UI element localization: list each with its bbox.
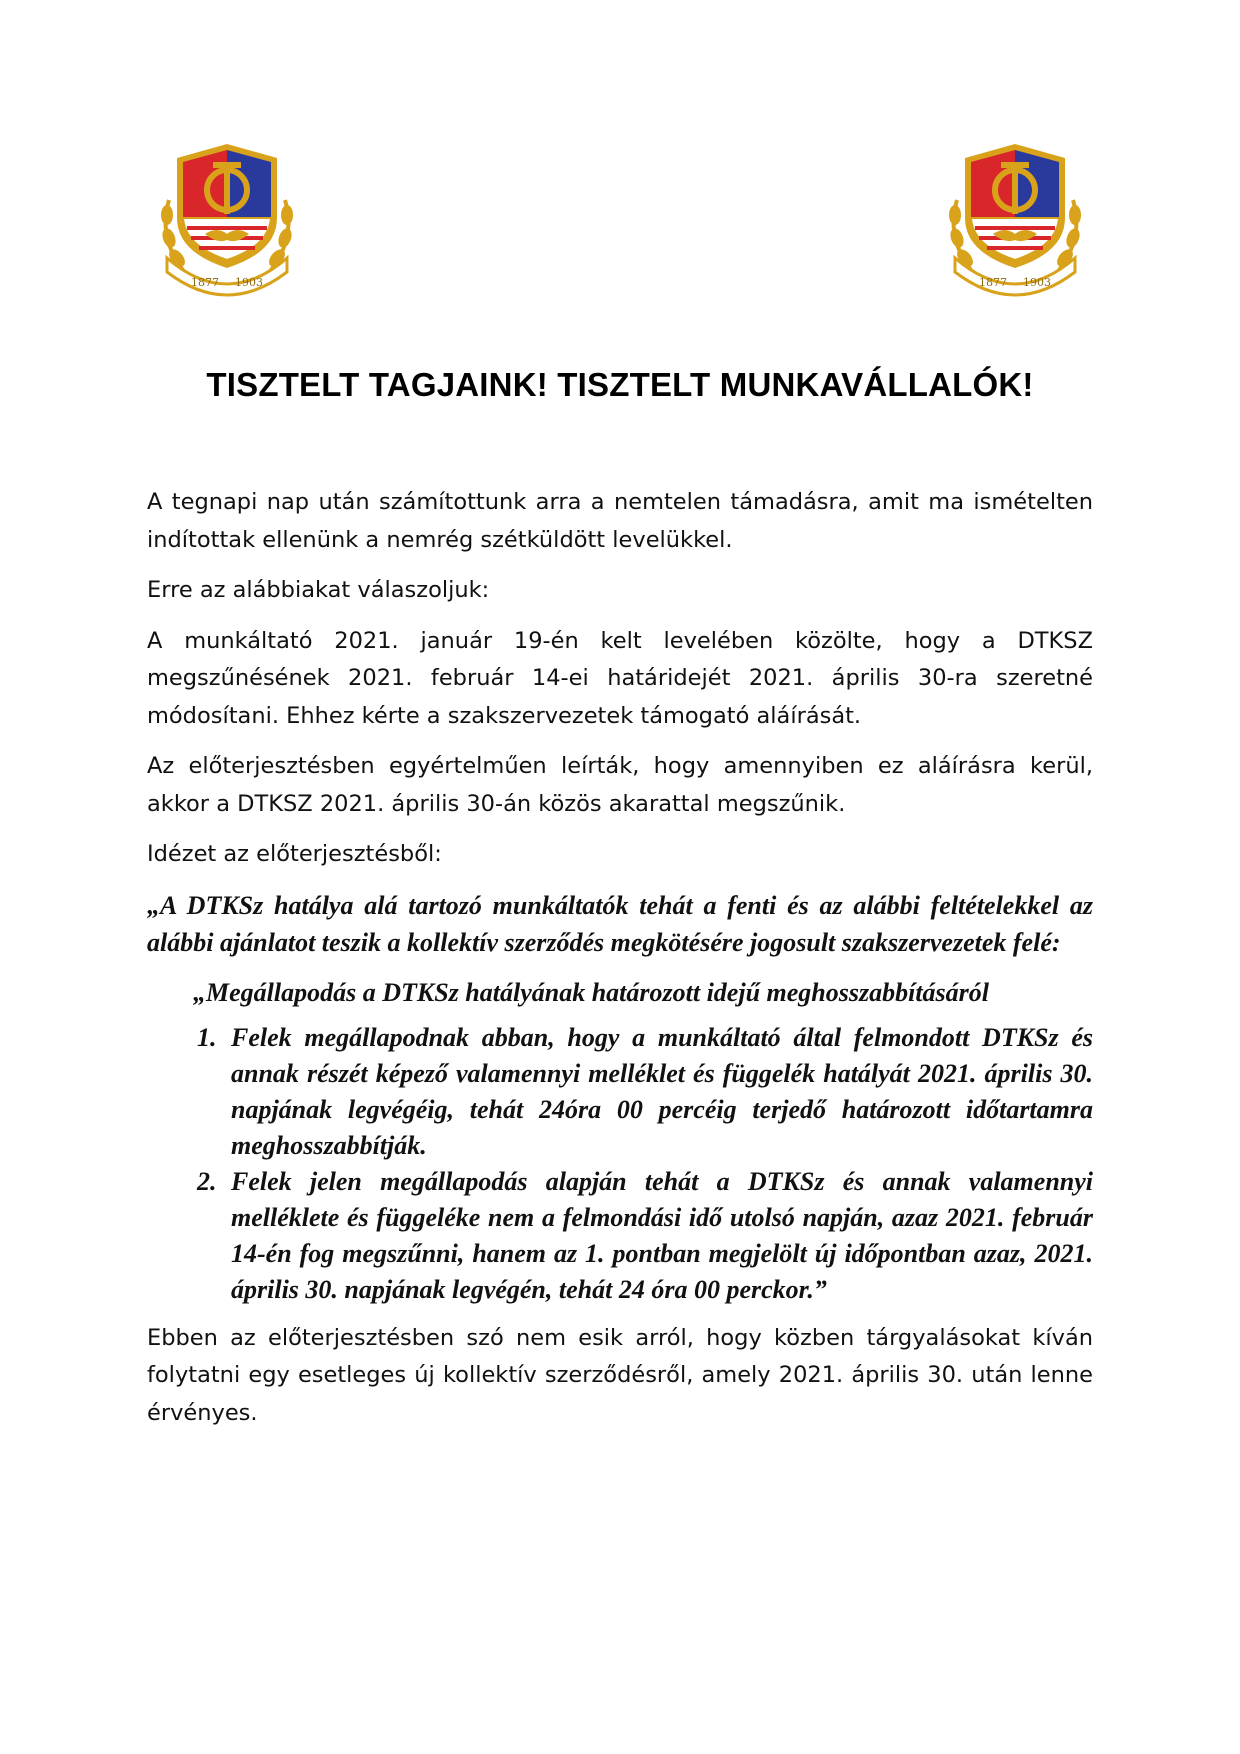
quote-list (147, 1020, 1093, 1308)
paragraph-quote-label: Idézet az előterjesztésből: (147, 841, 442, 867)
paragraph-response: Erre az alábbiakat válaszoljuk: (147, 577, 490, 603)
paragraph-employer-letter: A munkáltató 2021. január 19-én kelt levelében közölte, hogy a DTKSZ megszűnésének 2021. február 14-ei határidejét 2021. április 30-ra szeretné módosítani. Ehhez kérte a szakszervezetek támogató aláírását. (147, 627, 1093, 729)
emblem-year-right: 1903 (1023, 276, 1051, 289)
union-emblem-right (935, 140, 1095, 300)
emblem-year-left: 1877 (191, 276, 219, 289)
letter-body (147, 484, 1093, 1445)
union-emblem-left (147, 140, 307, 300)
paragraph-proposal: Az előterjesztésben egyértelműen leírták, hogy amennyiben ez aláírásra kerül, akkor a DTKSZ 2021. április 30-án közös akarattal megszűnik. (147, 753, 1093, 817)
page-title: TISZTELT TAGJAINK! TISZTELT MUNKAVÁLLALÓK! (206, 366, 1034, 403)
quote-intro: „A DTKSz hatálya alá tartozó munkáltatók tehát a fenti és az alábbi feltételekkel az alábbi ajánlatot teszik a kollektív szerződés megkötésére jogosult szakszervezetek felé: (147, 890, 1093, 957)
emblem-year-left: 1877 (979, 276, 1007, 289)
emblem-icon (935, 140, 1095, 300)
paragraph-conclusion: Ebben az előterjesztésben szó nem esik arról, hogy közben tárgyalásokat kíván folytatni egy esetleges új kollektív szerződésről, amely 2021. április 30. után lenne érvényes. (147, 1324, 1093, 1426)
quote-list-item: 2. Felek jelen megállapodás alapján tehát a DTKSz és annak valamennyi melléklete és függeléke nem a felmondási idő utolsó napján, azaz 2021. február 14-én fog megszűnni, hanem az 1. pontban megjelölt új időpontban azaz, 2021. április 30. napjának legvégén, tehát 24 óra 00 perckor.” (223, 1164, 1093, 1308)
quote-list-item: 1. Felek megállapodnak abban, hogy a munkáltató által felmondott DTKSz és annak részét képező valamennyi melléklet és függelék hatályát 2021. április 30. napjának legvégéig, tehát 24óra 00 percéig terjedő határozott időtartamra meghosszabbítják. (223, 1020, 1093, 1164)
quote-heading: „Megállapodás a DTKSz hatályának határozott idejű meghosszabbításáról (193, 977, 990, 1007)
paragraph-intro: A tegnapi nap után számítottunk arra a nemtelen támadásra, amit ma ismételten indítottak ellenünk a nemrég szétküldött levelükkel. (147, 489, 1093, 553)
emblem-icon (147, 140, 307, 300)
emblem-year-right: 1903 (235, 276, 263, 289)
